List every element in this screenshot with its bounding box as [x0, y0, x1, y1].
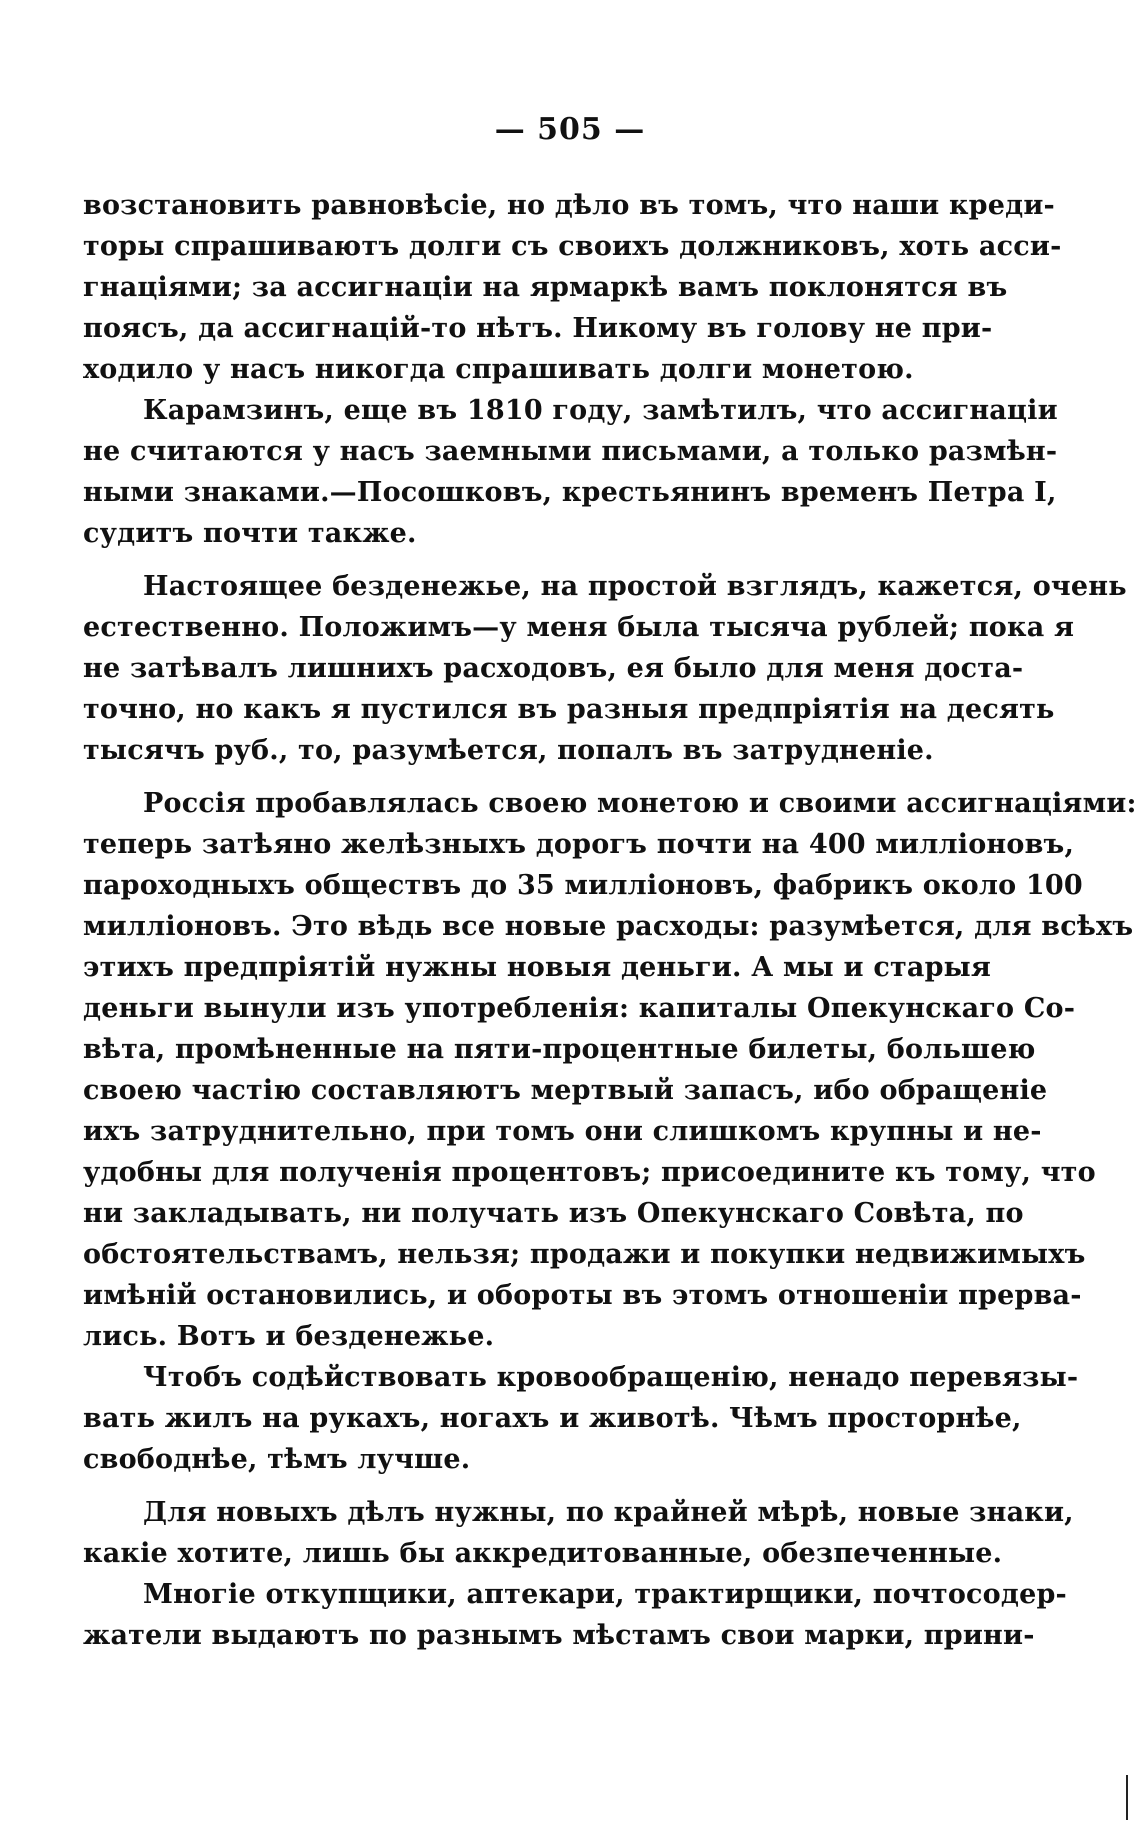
paragraph-7 [83, 1574, 1067, 1656]
text-line: Чтобъ содѣйствовать кровообращенію, ненадо перевязы- [143, 1362, 1079, 1393]
paragraph-6 [83, 1492, 1074, 1574]
text-line: тысячъ руб., то, разумѣется, попалъ въ затрудненіе. [83, 735, 934, 766]
text-line: вѣта, промѣненные на пяти-процентные билеты, большею [83, 1034, 1036, 1065]
text-line: ходило у насъ никогда спрашивать долги монетою. [83, 354, 914, 385]
paragraph-2 [83, 390, 1058, 554]
text-line: Карамзинъ, еще въ 1810 году, замѣтилъ, что ассигнаціи [143, 395, 1058, 426]
paragraph-gap [83, 771, 951, 783]
text-line: возстановить равновѣсіе, но дѣло въ томъ, что наши креди- [83, 190, 1055, 221]
text-line: торы спрашиваютъ долги съ своихъ должниковъ, хоть асси- [83, 231, 1062, 262]
text-line: милліоновъ. Это вѣдь все новые расходы: разумѣется, для всѣхъ [83, 911, 1134, 942]
text-line: вать жилъ на рукахъ, ногахъ и животѣ. Чѣмъ просторнѣе, [83, 1403, 1022, 1434]
text-line: гнаціями; за ассигнаціи на ярмаркѣ вамъ поклонятся въ [83, 272, 1008, 303]
text-line: своею частію составляютъ мертвый запасъ, ибо обращеніе [83, 1075, 1048, 1106]
paragraph-4 [83, 783, 1137, 1357]
text-line: имѣній остановились, и обороты въ этомъ отношеніи прерва- [83, 1280, 1082, 1311]
text-line: судитъ почти также. [83, 518, 417, 549]
paragraph-5 [83, 1357, 1079, 1480]
text-line: теперь затѣяно желѣзныхъ дорогъ почти на 400 милліоновъ, [83, 829, 1075, 860]
text-line: лись. Вотъ и безденежье. [83, 1321, 495, 1352]
text-line: поясъ, да ассигнацій-то нѣтъ. Никому въ голову не при- [83, 313, 993, 344]
text-line: естественно. Положимъ—у меня была тысяча рублей; пока я [83, 612, 1075, 643]
text-line: Многіе откупщики, аптекари, трактирщики, почтосодер- [143, 1579, 1067, 1610]
page-number: — 505 — [494, 112, 646, 147]
text-line: пароходныхъ обществъ до 35 милліоновъ, фабрикъ около 100 [83, 870, 1083, 901]
text-line: деньги вынули изъ употребленія: капиталы Опекунскаго Со- [83, 993, 1076, 1024]
text-line: Россія пробавлялась своею монетою и своими ассигнаціями: [143, 788, 1137, 819]
text-line: точно, но какъ я пустился въ разныя предпріятія на десять [83, 694, 1055, 725]
text-line: ни закладывать, ни получать изъ Опекунскаго Совѣта, по [83, 1198, 1024, 1229]
paragraph-gap [83, 1480, 951, 1492]
body-text [83, 185, 1137, 1656]
text-line: не считаются у насъ заемными письмами, а только размѣн- [83, 436, 1058, 467]
paragraph-3 [83, 566, 1127, 771]
text-line: ихъ затруднительно, при томъ они слишкомъ крупны и не- [83, 1116, 1042, 1147]
text-line: Для новыхъ дѣлъ нужны, по крайней мѣрѣ, новые знаки, [143, 1497, 1074, 1528]
paragraph-1 [83, 185, 1062, 390]
text-line: Настоящее безденежье, на простой взглядъ, кажется, очень [143, 571, 1127, 602]
text-line: этихъ предпріятій нужны новыя деньги. А мы и старыя [83, 952, 992, 983]
text-line: свободнѣе, тѣмъ лучше. [83, 1444, 471, 1475]
text-line: удобны для полученія процентовъ; присоедините къ тому, что [83, 1157, 1096, 1188]
text-line: какіе хотите, лишь бы аккредитованные, обезпеченные. [83, 1538, 1003, 1569]
scan-edge-mark [1126, 1775, 1128, 1820]
text-line: ными знаками.—Посошковъ, крестьянинъ временъ Петра I, [83, 477, 1057, 508]
text-line: не затѣвалъ лишнихъ расходовъ, ея было для меня доста- [83, 653, 1024, 684]
text-line: жатели выдаютъ по разнымъ мѣстамъ свои марки, прини- [83, 1620, 1035, 1651]
paragraph-gap [83, 554, 951, 566]
text-line: обстоятельствамъ, нельзя; продажи и покупки недвижимыхъ [83, 1239, 1086, 1270]
